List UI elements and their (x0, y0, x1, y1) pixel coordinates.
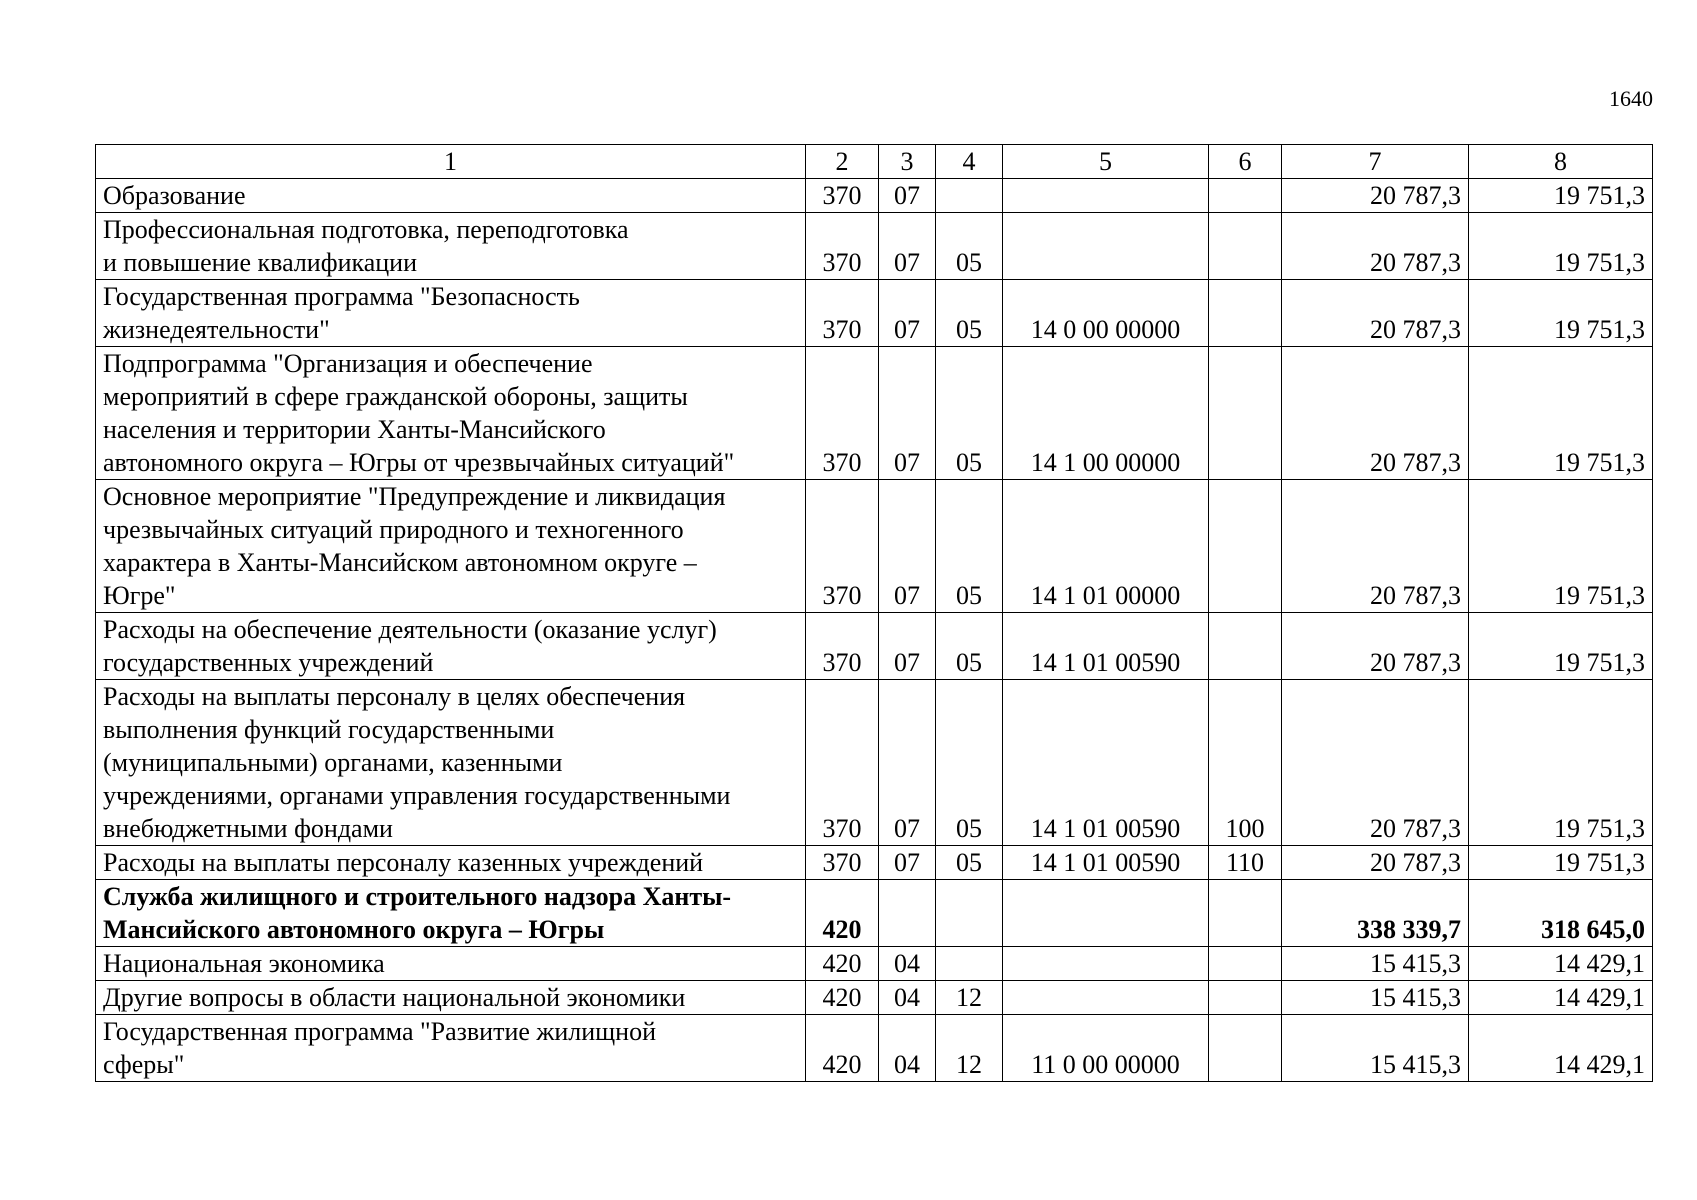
expense-type-cell (1209, 480, 1282, 613)
amount-year2-cell: 19 751,3 (1469, 846, 1653, 880)
item-name-cell (96, 846, 806, 880)
subsection-cell: 05 (936, 480, 1003, 613)
section-cell: 07 (879, 480, 936, 613)
amount-year1-cell: 20 787,3 (1282, 179, 1469, 213)
expense-type-cell (1209, 613, 1282, 680)
header-cell-6: 6 (1209, 145, 1282, 179)
amount-year1-cell: 20 787,3 (1282, 846, 1469, 880)
amount-year1-cell: 15 415,3 (1282, 981, 1469, 1015)
item-name-line: внебюджетными фондами (103, 814, 393, 843)
item-name-line: Югре" (103, 581, 176, 610)
budget-table (95, 144, 1653, 1082)
amount-year1-cell: 15 415,3 (1282, 947, 1469, 981)
kvsr-cell: 370 (806, 213, 879, 280)
expense-type-cell (1209, 1015, 1282, 1082)
target-article-cell (1003, 880, 1209, 947)
item-name-cell (96, 947, 806, 981)
table-header-row (96, 145, 1653, 179)
expense-type-cell (1209, 880, 1282, 947)
expense-type-cell: 110 (1209, 846, 1282, 880)
section-cell: 04 (879, 947, 936, 981)
item-name-cell (96, 213, 806, 280)
table-row (96, 846, 1653, 880)
item-name-line: (муниципальными) органами, казенными (103, 748, 563, 777)
subsection-cell: 05 (936, 213, 1003, 280)
item-name-cell (96, 280, 806, 347)
amount-year2-cell: 14 429,1 (1469, 947, 1653, 981)
section-cell (879, 880, 936, 947)
amount-year2-cell: 14 429,1 (1469, 981, 1653, 1015)
item-name-cell (96, 680, 806, 846)
subsection-cell: 12 (936, 981, 1003, 1015)
item-name-line: и повышение квалификации (103, 248, 418, 277)
table-row (96, 680, 1653, 846)
subsection-cell: 05 (936, 280, 1003, 347)
item-name-line: государственных учреждений (103, 648, 434, 677)
section-cell: 07 (879, 347, 936, 480)
item-name-line: Профессиональная подготовка, переподготовка (103, 215, 629, 244)
target-article-cell: 14 1 00 00000 (1003, 347, 1209, 480)
item-name-line: мероприятий в сфере гражданской обороны, защиты (103, 382, 688, 411)
amount-year2-cell: 19 751,3 (1469, 280, 1653, 347)
item-name-cell (96, 480, 806, 613)
item-name-cell (96, 347, 806, 480)
kvsr-cell: 370 (806, 613, 879, 680)
subsection-cell: 05 (936, 613, 1003, 680)
table-row (96, 280, 1653, 347)
section-cell: 04 (879, 981, 936, 1015)
amount-year1-cell: 15 415,3 (1282, 1015, 1469, 1082)
table-row (96, 213, 1653, 280)
section-cell: 07 (879, 613, 936, 680)
kvsr-cell: 370 (806, 179, 879, 213)
kvsr-cell: 370 (806, 347, 879, 480)
item-name-line: Расходы на выплаты персоналу казенных учреждений (103, 848, 704, 877)
kvsr-cell: 370 (806, 480, 879, 613)
item-name-line: Государственная программа "Развитие жилищной (103, 1017, 657, 1046)
item-name-line: Национальная экономика (103, 949, 385, 978)
target-article-cell: 11 0 00 00000 (1003, 1015, 1209, 1082)
header-cell-7: 7 (1282, 145, 1469, 179)
item-name-line: Служба жилищного и строительного надзора Ханты- (103, 882, 732, 911)
amount-year2-cell: 19 751,3 (1469, 613, 1653, 680)
item-name-line: выполнения функций государственными (103, 715, 555, 744)
item-name-line: сферы" (103, 1050, 185, 1079)
item-name-cell (96, 1015, 806, 1082)
header-cell-2: 2 (806, 145, 879, 179)
item-name-line: учреждениями, органами управления государственными (103, 781, 731, 810)
section-cell: 07 (879, 179, 936, 213)
table-row (96, 947, 1653, 981)
item-name-line: жизнедеятельности" (103, 315, 330, 344)
item-name-cell (96, 981, 806, 1015)
amount-year1-cell: 20 787,3 (1282, 280, 1469, 347)
amount-year2-cell: 19 751,3 (1469, 213, 1653, 280)
table-row (96, 880, 1653, 947)
table-row (96, 613, 1653, 680)
amount-year1-cell: 338 339,7 (1282, 880, 1469, 947)
table-row (96, 1015, 1653, 1082)
target-article-cell (1003, 213, 1209, 280)
amount-year2-cell: 14 429,1 (1469, 1015, 1653, 1082)
subsection-cell (936, 880, 1003, 947)
header-cell-8: 8 (1469, 145, 1653, 179)
kvsr-cell: 420 (806, 1015, 879, 1082)
item-name-line: автономного округа – Югры от чрезвычайных ситуаций" (103, 448, 735, 477)
kvsr-cell: 420 (806, 981, 879, 1015)
item-name-cell (96, 613, 806, 680)
amount-year2-cell: 318 645,0 (1469, 880, 1653, 947)
kvsr-cell: 420 (806, 947, 879, 981)
item-name-line: Основное мероприятие "Предупреждение и ликвидация (103, 482, 726, 511)
header-cell-1: 1 (96, 145, 806, 179)
amount-year2-cell: 19 751,3 (1469, 347, 1653, 480)
item-name-line: населения и территории Ханты-Мансийского (103, 415, 606, 444)
item-name-line: Расходы на обеспечение деятельности (оказание услуг) (103, 615, 717, 644)
item-name-line: Образование (103, 181, 246, 210)
amount-year1-cell: 20 787,3 (1282, 613, 1469, 680)
expense-type-cell: 100 (1209, 680, 1282, 846)
item-name-cell (96, 179, 806, 213)
section-cell: 07 (879, 280, 936, 347)
expense-type-cell (1209, 213, 1282, 280)
expense-type-cell (1209, 347, 1282, 480)
expense-type-cell (1209, 179, 1282, 213)
header-cell-5: 5 (1003, 145, 1209, 179)
amount-year2-cell: 19 751,3 (1469, 480, 1653, 613)
target-article-cell (1003, 981, 1209, 1015)
subsection-cell: 05 (936, 846, 1003, 880)
table-row (96, 347, 1653, 480)
header-cell-3: 3 (879, 145, 936, 179)
kvsr-cell: 370 (806, 280, 879, 347)
amount-year2-cell: 19 751,3 (1469, 179, 1653, 213)
amount-year1-cell: 20 787,3 (1282, 680, 1469, 846)
kvsr-cell: 420 (806, 880, 879, 947)
kvsr-cell: 370 (806, 680, 879, 846)
item-name-line: Другие вопросы в области национальной экономики (103, 983, 686, 1012)
section-cell: 07 (879, 846, 936, 880)
amount-year2-cell: 19 751,3 (1469, 680, 1653, 846)
table-row (96, 179, 1653, 213)
amount-year1-cell: 20 787,3 (1282, 347, 1469, 480)
subsection-cell: 05 (936, 347, 1003, 480)
target-article-cell (1003, 179, 1209, 213)
amount-year1-cell: 20 787,3 (1282, 213, 1469, 280)
target-article-cell: 14 1 01 00590 (1003, 846, 1209, 880)
section-cell: 04 (879, 1015, 936, 1082)
item-name-line: Расходы на выплаты персоналу в целях обеспечения (103, 682, 686, 711)
item-name-line: характера в Ханты-Мансийском автономном округе – (103, 548, 697, 577)
item-name-line: Государственная программа "Безопасность (103, 282, 580, 311)
subsection-cell (936, 179, 1003, 213)
item-name-line: Мансийского автономного округа – Югры (103, 915, 605, 944)
expense-type-cell (1209, 280, 1282, 347)
amount-year1-cell: 20 787,3 (1282, 480, 1469, 613)
page-number: 1640 (1609, 86, 1653, 111)
subsection-cell: 05 (936, 680, 1003, 846)
section-cell: 07 (879, 213, 936, 280)
kvsr-cell: 370 (806, 846, 879, 880)
item-name-line: чрезвычайных ситуаций природного и техногенного (103, 515, 684, 544)
target-article-cell: 14 1 01 00590 (1003, 613, 1209, 680)
item-name-line: Подпрограмма "Организация и обеспечение (103, 349, 593, 378)
target-article-cell: 14 1 01 00590 (1003, 680, 1209, 846)
target-article-cell: 14 1 01 00000 (1003, 480, 1209, 613)
section-cell: 07 (879, 680, 936, 846)
item-name-cell (96, 880, 806, 947)
table-row (96, 981, 1653, 1015)
subsection-cell: 12 (936, 1015, 1003, 1082)
expense-type-cell (1209, 947, 1282, 981)
header-cell-4: 4 (936, 145, 1003, 179)
expense-type-cell (1209, 981, 1282, 1015)
target-article-cell: 14 0 00 00000 (1003, 280, 1209, 347)
table-row (96, 480, 1653, 613)
target-article-cell (1003, 947, 1209, 981)
subsection-cell (936, 947, 1003, 981)
